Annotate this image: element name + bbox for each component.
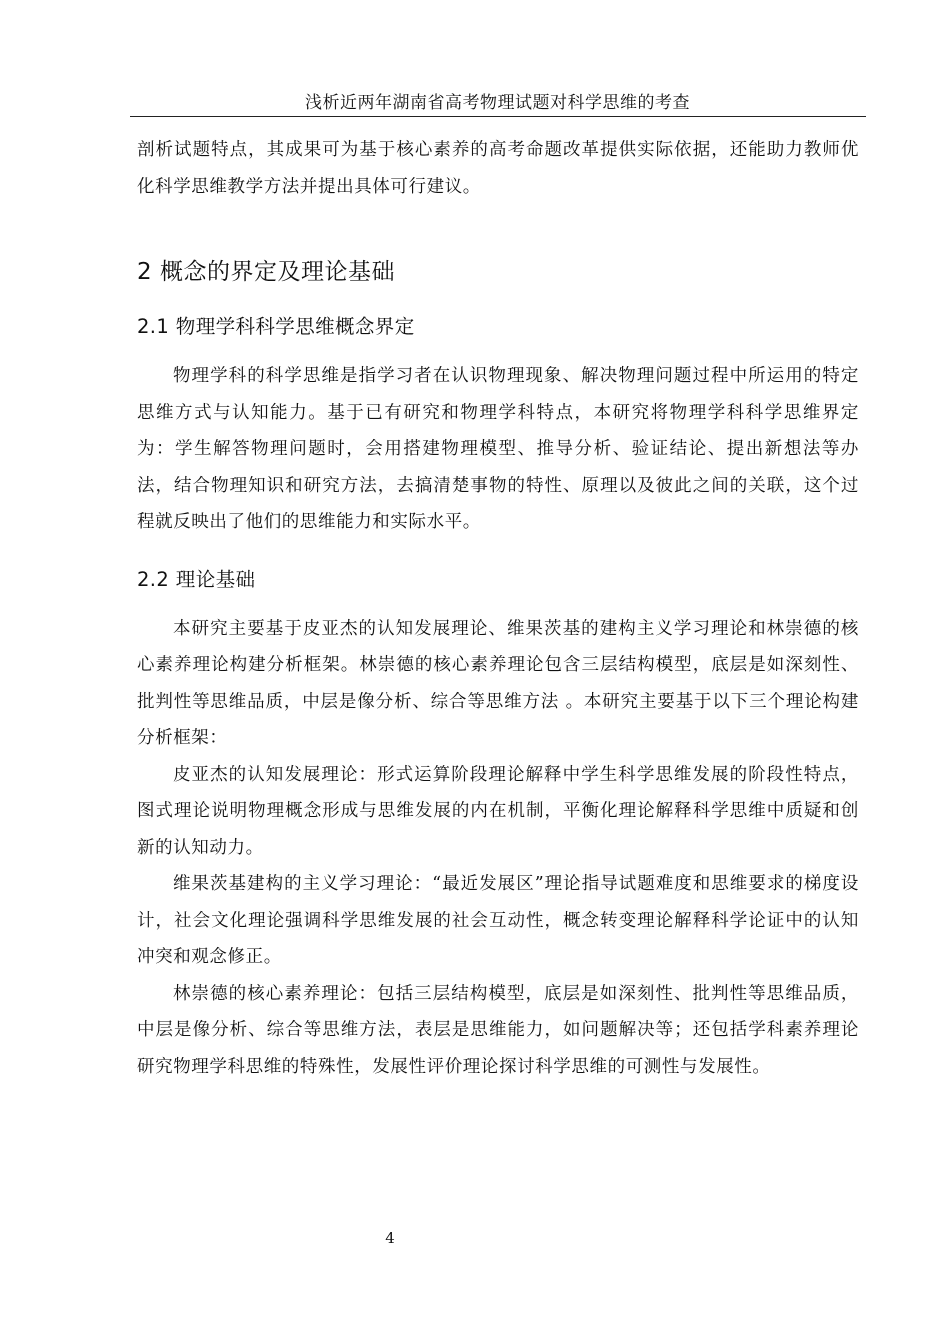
running-header-title: 浅析近两年湖南省高考物理试题对科学思维的考查 (305, 93, 690, 113)
section-heading-2-2: 2.2 理论基础 (137, 567, 256, 591)
section-heading-2-1: 2.1 物理学科科学思维概念界定 (137, 315, 415, 338)
page-body (137, 132, 859, 1085)
section-2-2-paragraph-vygotsky: 维果茨基建构的主义学习理论：“最近发展区”理论指导试题难度和思维要求的梯度设计，社会文化理论强调科学思维发展的社会互动性，概念转变理论解释科学论证中的认知冲突和观念修正。 (137, 874, 859, 967)
intro-paragraph: 剖析试题特点，其成果可为基于核心素养的高考命题改革提供实际依据，还能助力教师优化科学思维教学方法并提出具体可行建议。 (137, 140, 859, 197)
chapter-heading: 2 概念的界定及理论基础 (137, 259, 395, 285)
header-divider (130, 116, 866, 117)
page-number: 4 (385, 1229, 395, 1247)
section-2-2-paragraph-piaget: 皮亚杰的认知发展理论：形式运算阶段理论解释中学生科学思维发展的阶段性特点，图式理论说明物理概念形成与思维发展的内在机制，平衡化理论解释科学思维中质疑和创新的认知动力。 (137, 764, 859, 858)
section-2-2-paragraph-1: 本研究主要基于皮亚杰的认知发展理论、维果茨基的建构主义学习理论和林崇德的核心素养理论构建分析框架。林崇德的核心素养理论包含三层结构模型，底层是如深刻性、批判性等思维品质，中层是像分析、综合等思维方法 。本研究主要基于以下三个理论构建分析框架： (137, 618, 859, 748)
section-2-1-paragraph: 物理学科的科学思维是指学习者在认识物理现象、解决物理问题过程中所运用的特定思维方式与认知能力。基于已有研究和物理学科特点，本研究将物理学科科学思维界定为：学生解答物理问题时，会用搭建物理模型、推导分析、验证结论、提出新想法等办法，结合物理知识和研究方法，去搞清楚事物的特性、原理以及彼此之间的关联，这个过程就反映出了他们的思维能力和实际水平。 (137, 366, 859, 532)
section-2-2-paragraph-lin-chongde: 林崇德的核心素养理论：包括三层结构模型，底层是如深刻性、批判性等思维品质，中层是像分析、综合等思维方法，表层是思维能力，如问题解决等；还包括学科素养理论研究物理学科思维的特殊性，发展性评价理论探讨科学思维的可测性与发展性。 (137, 983, 859, 1077)
